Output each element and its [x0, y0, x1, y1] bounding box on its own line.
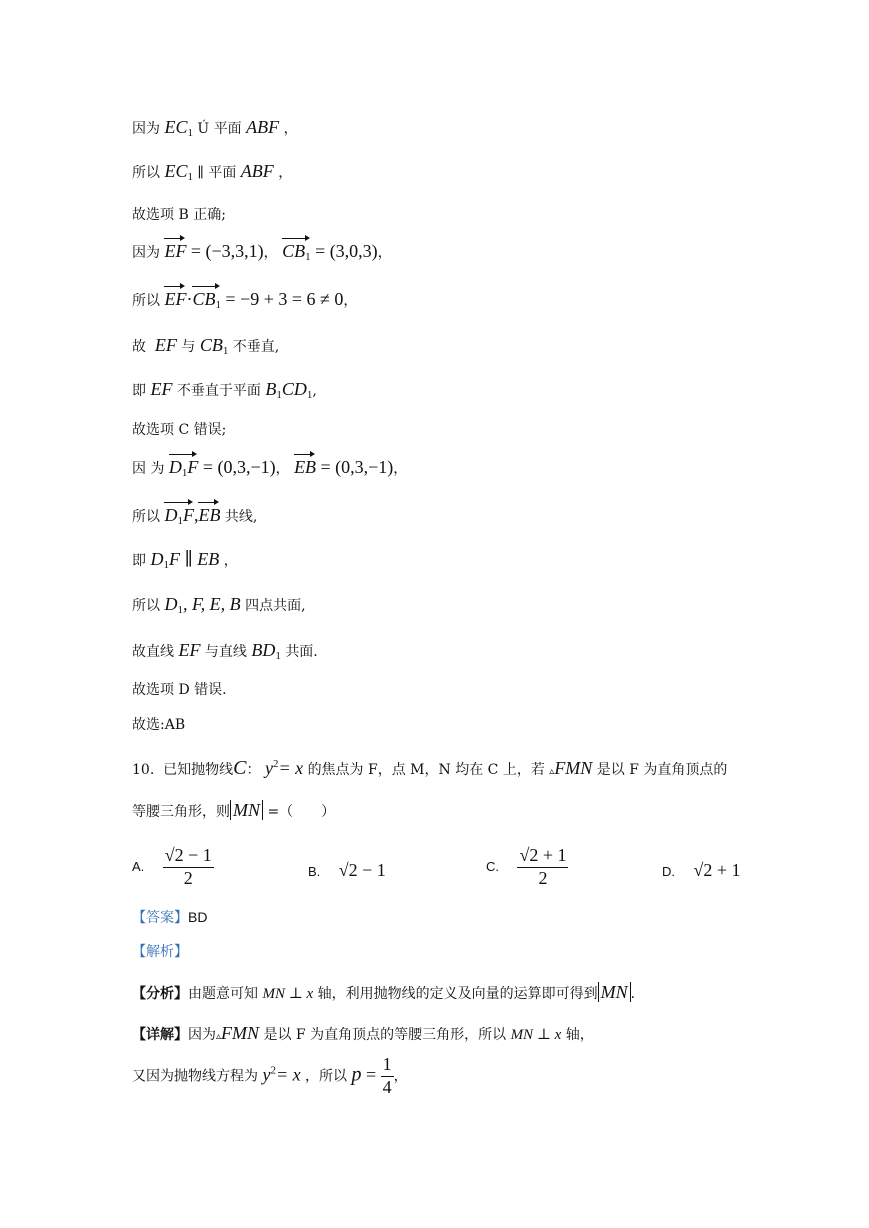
fenxi-tag: 【分析】: [132, 986, 188, 1002]
line-3: 故选项 B 正确;: [132, 207, 226, 223]
superscript: 2: [270, 1064, 276, 1077]
text: ，: [223, 553, 238, 569]
text: 由题意可知: [188, 986, 258, 1002]
math: EC: [164, 117, 188, 137]
text: ：: [246, 762, 261, 778]
subscript: 1: [275, 650, 281, 662]
math: C: [233, 757, 247, 779]
numerator: √2 − 1: [163, 846, 214, 868]
option-c: [486, 846, 568, 889]
text: 即: [132, 383, 146, 399]
vector-value: (0,3,−1): [217, 457, 276, 477]
text: 所以: [132, 165, 160, 181]
math: D: [150, 549, 164, 569]
text: 与直线: [204, 644, 247, 660]
equals: =: [365, 1064, 377, 1085]
text: 共面.: [285, 644, 318, 660]
text: 是以 F 为直角顶点的等腰三角形，所以: [263, 1027, 507, 1043]
option-label: C.: [486, 859, 499, 875]
equals: =: [320, 457, 331, 477]
math: y: [262, 1064, 271, 1085]
xiangjie-line: [132, 1024, 594, 1043]
math: CD: [281, 379, 307, 399]
text: ，: [343, 293, 358, 309]
math: , F, E, B: [182, 594, 241, 614]
text: 因为: [188, 1027, 216, 1043]
garbled-symbol: Ú: [197, 121, 210, 137]
vector-cb1: CB: [282, 241, 306, 261]
math: = x: [275, 1064, 301, 1085]
text: 故: [132, 339, 146, 355]
answer-tag: 【答案】: [132, 910, 188, 926]
vector-eb: EB: [198, 505, 221, 525]
subscript: 1: [276, 389, 282, 401]
math: F ∥ EB: [168, 549, 220, 569]
text: 故直线: [132, 644, 174, 660]
text: 与: [181, 339, 196, 355]
line-9: [132, 458, 407, 479]
math: F: [182, 505, 194, 525]
subscript: 1: [177, 515, 183, 527]
text: 因为: [132, 121, 160, 137]
math: = x: [278, 758, 304, 778]
math: p: [351, 1063, 362, 1086]
text: ，: [393, 461, 408, 477]
text: 即: [132, 553, 146, 569]
line-7: [132, 380, 317, 401]
parallel-symbol: ∥: [197, 165, 204, 181]
subscript: 1: [215, 299, 221, 311]
triangle-symbol: ▵: [549, 766, 555, 777]
line-4: [132, 242, 392, 263]
subscript: 1: [187, 171, 193, 183]
option-b: [308, 860, 386, 881]
subscript: 1: [177, 604, 183, 616]
denominator: 2: [538, 867, 548, 888]
numerator: √2 + 1: [517, 846, 568, 868]
vector-d1f: D: [168, 457, 182, 477]
text: 不垂直于平面: [176, 383, 261, 399]
math: EC: [164, 161, 188, 181]
vector-value: (3,0,3): [329, 241, 378, 261]
line-12: [132, 595, 306, 616]
fraction: [517, 846, 568, 889]
triangle-symbol: ▵: [216, 1031, 222, 1042]
line-5: [132, 290, 357, 311]
text: 因 为: [132, 461, 165, 477]
math: y: [264, 758, 273, 778]
math-abs: MN: [230, 800, 263, 820]
math: MN ⊥ x: [510, 1027, 562, 1043]
math-abs: MN: [598, 982, 631, 1002]
text: 轴，利用抛物线的定义及向量的运算即可得到: [317, 986, 598, 1002]
math: B: [265, 379, 277, 399]
math: FMN: [221, 1023, 260, 1043]
line-13: [132, 641, 318, 662]
question-line-1: [132, 758, 727, 778]
text: 平面: [208, 165, 237, 181]
numerator: 1: [381, 1055, 394, 1077]
text: 是以 F 为直角顶点的: [596, 762, 728, 778]
text: 所以: [132, 598, 160, 614]
last-line: [132, 1055, 408, 1098]
vector-cb1: CB: [192, 289, 216, 309]
xiangjie-tag: 【详解】: [132, 1027, 188, 1043]
comma: ,: [193, 505, 199, 525]
analysis-tag-line: [132, 945, 188, 959]
text: ，: [275, 461, 290, 477]
vector-ef: EF: [164, 289, 187, 309]
equals: =: [315, 241, 326, 261]
subscript: 1: [222, 345, 229, 357]
text: 平面: [213, 121, 242, 137]
math: = −9 + 3 = 6 ≠ 0: [225, 289, 344, 309]
answer-value: BD: [188, 909, 208, 925]
text: ，: [393, 1068, 408, 1085]
vector-d1f: D: [164, 505, 178, 525]
option-d: [662, 860, 740, 881]
vector-value: (−3,3,1): [205, 241, 264, 261]
text: 所以: [132, 293, 160, 309]
question-line-2: [132, 801, 335, 819]
text: 四点共面,: [245, 598, 306, 614]
equals: =: [190, 241, 202, 261]
math: MN ⊥ x: [262, 986, 314, 1002]
option-label: A.: [132, 859, 145, 875]
subscript: 1: [181, 467, 188, 479]
line-6: [132, 336, 279, 357]
line-14: 故选项 D 错误.: [132, 682, 227, 698]
subscript: 1: [187, 127, 193, 139]
math: CB: [199, 335, 223, 355]
equals: =: [202, 457, 214, 477]
text: =（ ）: [267, 804, 336, 820]
option-label: D.: [662, 864, 675, 879]
denominator: 2: [183, 867, 193, 888]
vector-value: (0,3,−1): [335, 457, 394, 477]
text: ,: [312, 383, 317, 399]
question-number: 10.: [132, 762, 155, 778]
analysis-tag: 【解析】: [132, 944, 188, 960]
math: FMN: [554, 758, 593, 778]
math: EF: [154, 335, 177, 355]
answer-line: [132, 910, 207, 925]
math: F: [187, 457, 199, 477]
text: ，: [283, 121, 298, 137]
subscript: 1: [163, 559, 169, 571]
option-a: [132, 846, 214, 889]
text: ，: [278, 165, 293, 181]
math: ABF: [240, 161, 274, 181]
text: ，所以: [305, 1068, 348, 1085]
text: 因为: [132, 245, 160, 261]
math: ABF: [246, 117, 280, 137]
text: .: [630, 986, 636, 1002]
subscript: 1: [306, 389, 313, 401]
text: 等腰三角形，则: [132, 804, 230, 820]
fraction: [163, 846, 214, 889]
vector-eb: EB: [294, 457, 317, 477]
subscript: 1: [305, 251, 311, 263]
line-15: 故选:AB: [132, 717, 186, 733]
line-1: [132, 118, 298, 139]
option-label: B.: [308, 864, 321, 879]
fraction: [381, 1055, 394, 1098]
math: EF: [150, 379, 173, 399]
text: 又因为抛物线方程为: [132, 1068, 258, 1085]
text: 轴，: [565, 1027, 594, 1043]
math: EF: [178, 640, 201, 660]
text: 已知抛物线: [163, 762, 234, 778]
math: D: [164, 594, 178, 614]
line-11: [132, 550, 238, 571]
vector-ef: EF: [164, 241, 187, 261]
math: BD: [251, 640, 276, 660]
text: ，: [263, 245, 278, 261]
line-2: [132, 162, 292, 183]
text: 不垂直,: [232, 339, 280, 355]
denominator: 4: [382, 1076, 392, 1097]
text: 的焦点为 F，点 M，N 均在 C 上，若: [307, 762, 545, 778]
math: √2 + 1: [693, 860, 741, 880]
superscript: 2: [272, 758, 279, 770]
text: ，: [377, 245, 392, 261]
math: √2 − 1: [338, 860, 386, 880]
text: 共线,: [224, 509, 258, 525]
line-8: 故选项 C 错误;: [132, 422, 227, 438]
line-10: [132, 506, 257, 527]
fenxi-line: [132, 983, 635, 1002]
dot: ·: [186, 289, 193, 309]
text: 所以: [132, 509, 160, 525]
